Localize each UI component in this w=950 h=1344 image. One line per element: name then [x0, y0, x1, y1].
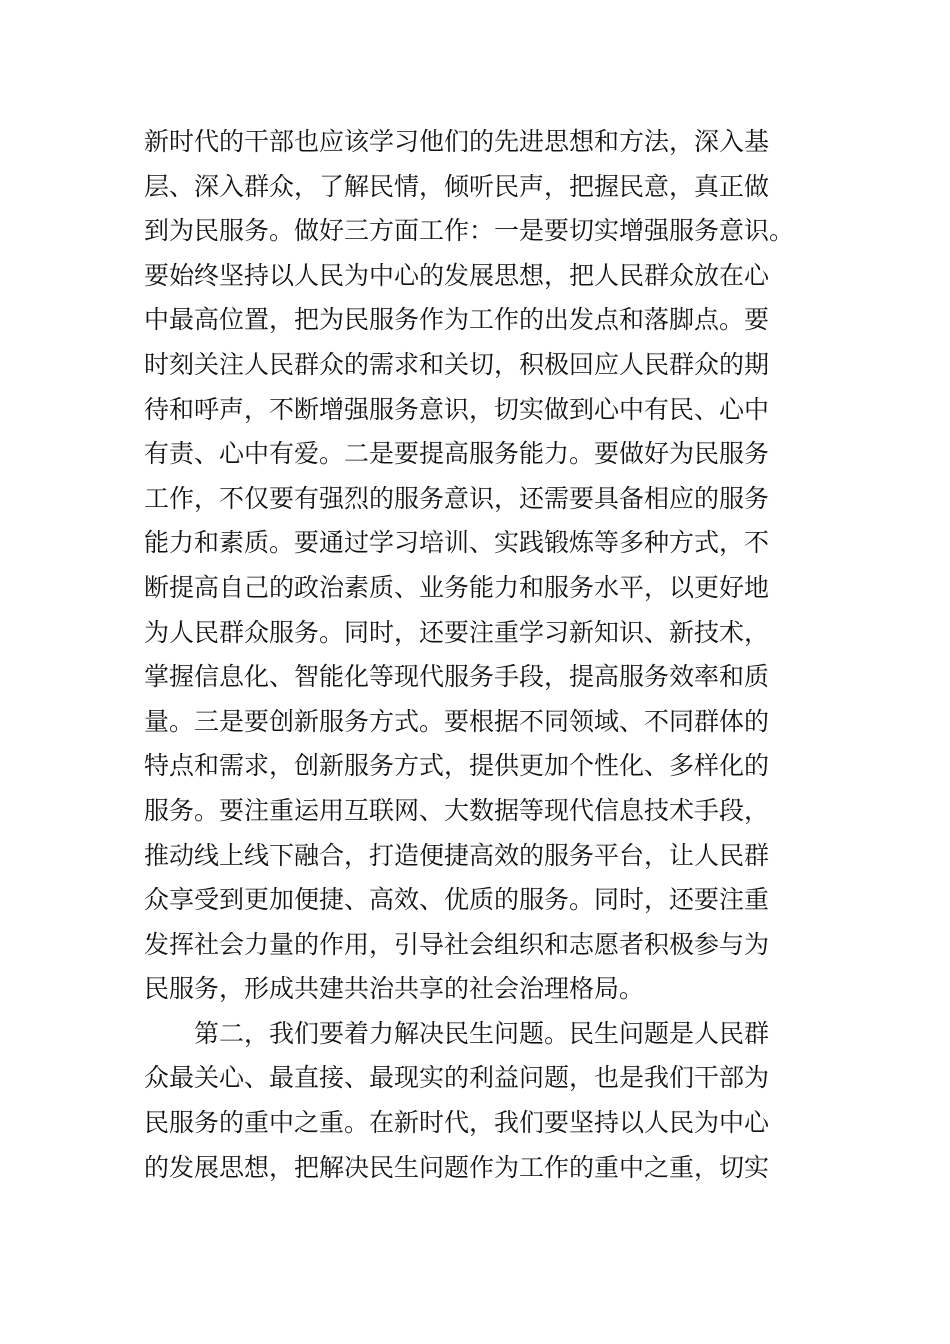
text-line: 服务。要注重运用互联网、大数据等现代信息技术手段，: [144, 795, 770, 825]
text-line: 量。三是要创新服务方式。要根据不同领域、不同群体的: [144, 706, 770, 736]
text-line: 掌握信息化、智能化等现代服务手段，提高服务效率和质: [144, 662, 770, 692]
text-line: 有责、心中有爱。二是要提高服务能力。要做好为民服务: [144, 439, 770, 469]
text-line: 发挥社会力量的作用，引导社会组织和志愿者积极参与为: [144, 929, 770, 959]
text-line: 中最高位置，把为民服务作为工作的出发点和落脚点。要: [144, 305, 770, 335]
text-line: 待和呼声，不断增强服务意识，切实做到心中有民、心中: [144, 394, 770, 424]
text-line: 众最关心、最直接、最现实的利益问题，也是我们干部为: [144, 1063, 770, 1093]
text-line: 为人民群众服务。同时，还要注重学习新知识、新技术，: [144, 617, 770, 647]
text-line: 众享受到更加便捷、高效、优质的服务。同时，还要注重: [144, 885, 770, 915]
document-body: [144, 120, 800, 1190]
text-line: 工作，不仅要有强烈的服务意识，还需要具备相应的服务: [144, 483, 770, 513]
text-line: 要始终坚持以人民为中心的发展思想，把人民群众放在心: [144, 260, 770, 290]
text-line: 特点和需求，创新服务方式，提供更加个性化、多样化的: [144, 751, 770, 781]
text-line: 推动线上线下融合，打造便捷高效的服务平台，让人民群: [144, 840, 770, 870]
text-line: 的发展思想，把解决民生问题作为工作的重中之重，切实: [144, 1152, 770, 1182]
text-line: 新时代的干部也应该学习他们的先进思想和方法，深入基: [144, 127, 770, 156]
text-line: 层、深入群众，了解民情，倾听民声，把握民意，真正做: [144, 171, 770, 201]
text-line: 能力和素质。要通过学习培训、实践锻炼等多种方式，不: [144, 528, 770, 558]
text-line: 时刻关注人民群众的需求和关切，积极回应人民群众的期: [144, 349, 770, 379]
text-line: 民服务，形成共建共治共享的社会治理格局。: [144, 974, 645, 1004]
text-line: 民服务的重中之重。在新时代，我们要坚持以人民为中心: [144, 1108, 770, 1138]
text-line: 断提高自己的政治素质、业务能力和服务水平，以更好地: [144, 572, 770, 602]
text-line: 到为民服务。做好三方面工作：一是要切实增强服务意识。: [144, 216, 795, 246]
text-line: 第二，我们要着力解决民生问题。民生问题是人民群: [194, 1018, 770, 1048]
